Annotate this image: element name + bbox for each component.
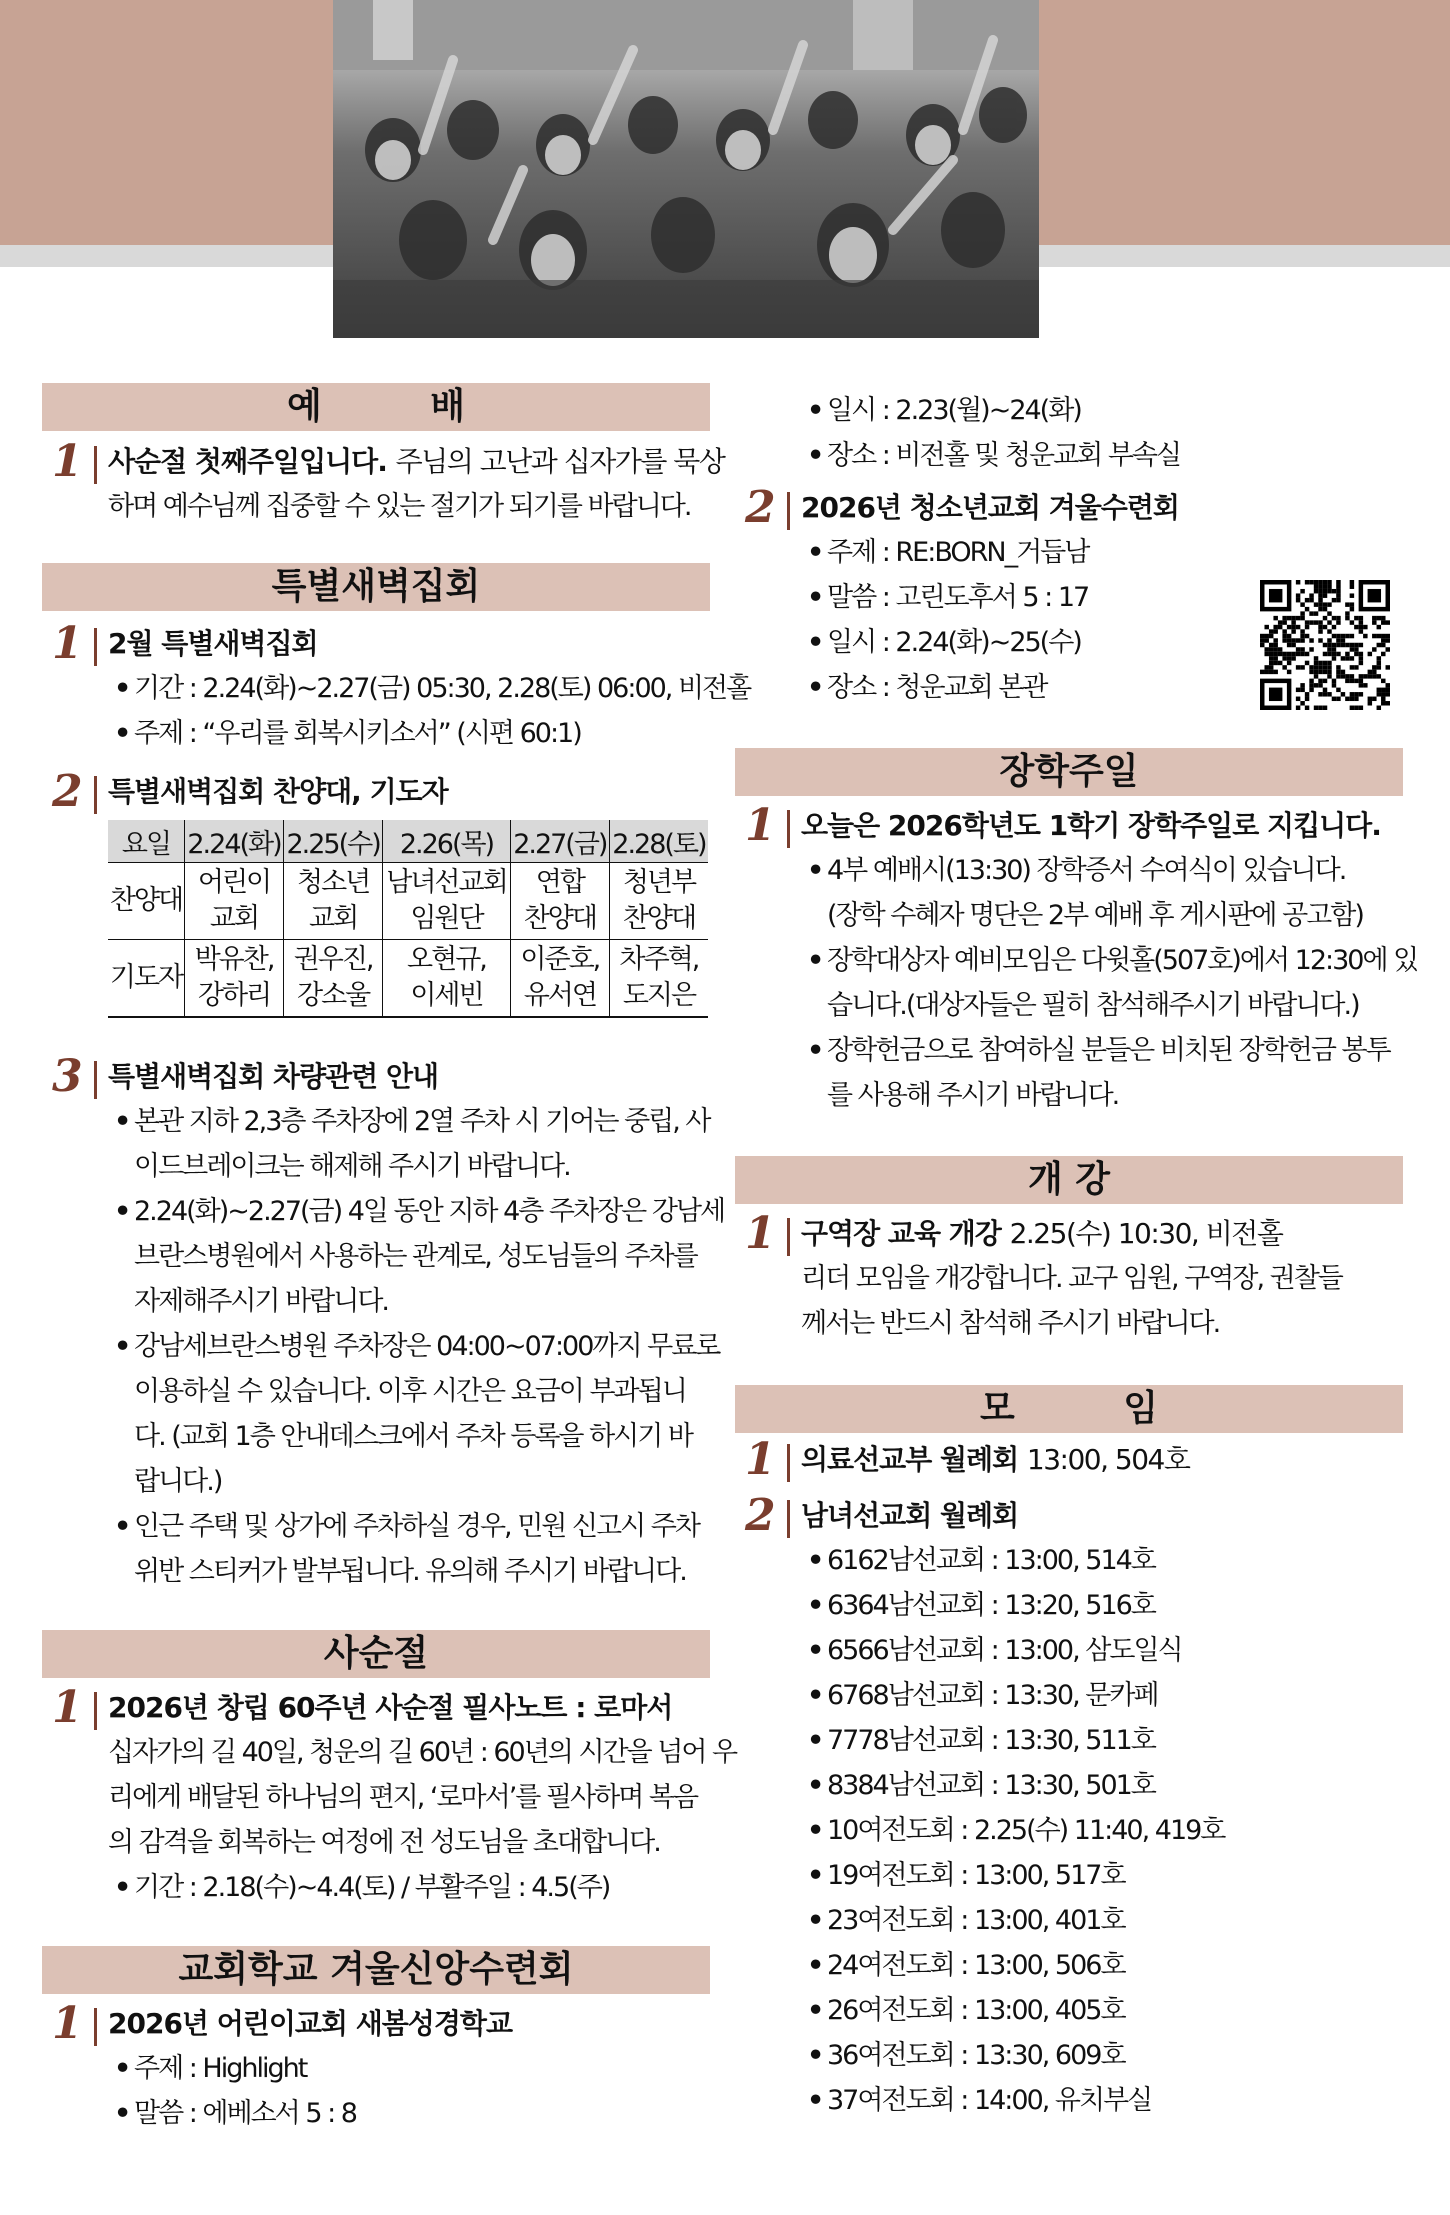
item-divider	[94, 446, 97, 484]
bullet-text: 장학대상자 예비모임은 다윗홀(507호)에서 12:30에 있	[827, 945, 1418, 976]
item-divider	[94, 2008, 97, 2046]
bullet-continuation: 습니다.(대상자들은 필히 참석해주시기 바랍니다.)	[827, 990, 1359, 1021]
table-cell	[383, 863, 511, 940]
bullet-text: 주제 : RE:BORN_거듭남	[827, 537, 1089, 568]
table-cell	[184, 940, 283, 1018]
section-header-opening: 개 강	[735, 1156, 1403, 1204]
cell-line: 청년부	[622, 867, 696, 898]
table-cell	[284, 940, 383, 1018]
item-divider	[94, 628, 97, 666]
cell-line: 이준호,	[520, 944, 600, 975]
cell-line: 청소년	[296, 867, 370, 898]
cell-line: 강소울	[296, 980, 370, 1011]
bullet-theme: • 주제 : RE:BORN_거듭남	[807, 537, 1089, 568]
item-text: 께서는 반드시 참석해 주시기 바랍니다.	[801, 1308, 1220, 1339]
cell-line: 도지은	[622, 980, 696, 1011]
bullet-text: 주제 : “우리를 회복시키소서” (시편 60:1)	[134, 718, 581, 749]
list-item: • 19여전도회 : 13:00, 517호	[807, 1860, 1125, 1891]
list-item: • 6364남선교회 : 13:20, 516호	[807, 1590, 1155, 1621]
item-divider	[787, 1444, 790, 1482]
bullet-text: 2.24(화)~2.27(금) 4일 동안 지하 4층 주차장은 강남세	[134, 1196, 725, 1227]
bullet-place: • 장소 : 비전홀 및 청운교회 부속실	[807, 440, 1181, 471]
list-item-text: 6768남선교회 : 13:30, 문카페	[827, 1680, 1158, 1711]
list-item: • 8384남선교회 : 13:30, 501호	[807, 1770, 1155, 1801]
bullet-text: 장소 : 청운교회 본관	[827, 672, 1047, 703]
item-title-bold: 의료선교부 월례회	[801, 1443, 1019, 1476]
row-label: 기도자	[108, 940, 184, 1018]
bullet-text: 말씀 : 고린도후서 5 : 17	[827, 582, 1089, 613]
cell-line: 오현규,	[407, 944, 486, 975]
item-title: 2026년 창립 60주년 사순절 필사노트 : 로마서	[108, 1691, 673, 1724]
item-divider	[94, 776, 97, 814]
item-title: 2월 특별새벽집회	[108, 627, 318, 660]
item-divider	[94, 1061, 97, 1099]
section-header-worship: 예 배	[42, 383, 710, 431]
bullet-nearby-parking: • 인근 주택 및 상가에 주차하실 경우, 민원 신고시 주차	[114, 1511, 699, 1542]
item-title-rest: 2.25(수) 10:30, 비전홀	[1009, 1217, 1283, 1250]
item-title-bold: 사순절 첫째주일입니다.	[108, 445, 387, 478]
item-text: 리더 모임을 개강합니다. 교구 임원, 구역장, 권찰들	[801, 1263, 1342, 1294]
list-item: • 6162남선교회 : 13:00, 514호	[807, 1545, 1155, 1576]
section-header-meetings: 모 임	[735, 1385, 1403, 1433]
list-item: • 7778남선교회 : 13:30, 511호	[807, 1725, 1155, 1756]
item-number: 1	[52, 1998, 83, 2049]
bullet-text: 일시 : 2.23(월)~24(화)	[827, 395, 1081, 426]
bullet-parking-b4: • 2.24(화)~2.27(금) 4일 동안 지하 4층 주차장은 강남세	[114, 1196, 725, 1227]
item-text: 십자가의 길 40일, 청운의 길 60년 : 60년의 시간을 넘어 우	[108, 1737, 737, 1768]
table-header-cell: 2.27(금)	[510, 820, 609, 863]
table-row-choir	[108, 863, 708, 940]
cell-line: 찬양대	[622, 903, 696, 934]
bullet-text: 기간 : 2.24(화)~2.27(금) 05:30, 2.28(토) 06:00, 비전홀	[134, 673, 751, 704]
bullet-ceremony: • 4부 예배시(13:30) 장학증서 수여식이 있습니다.	[807, 855, 1346, 886]
bullet-continuation: 위반 스티커가 발부됩니다. 유의해 주시기 바랍니다.	[134, 1556, 686, 1587]
list-item-text: 6364남선교회 : 13:20, 516호	[827, 1590, 1155, 1621]
bullet-continuation: 브란스병원에서 사용하는 관계로, 성도님들의 주차를	[134, 1241, 697, 1272]
item-title: 2026년 어린이교회 새봄성경학교	[108, 2007, 513, 2040]
list-item-text: 19여전도회 : 13:00, 517호	[827, 1860, 1125, 1891]
list-item-text: 23여전도회 : 13:00, 401호	[827, 1905, 1125, 1936]
item-title	[801, 1438, 1189, 1482]
item-number: 1	[52, 436, 83, 487]
item-title: 오늘은 2026학년도 1학기 장학주일로 지킵니다.	[801, 809, 1381, 842]
table-header-cell: 2.26(목)	[383, 820, 511, 863]
table-cell	[609, 863, 708, 940]
table-cell	[383, 940, 511, 1018]
bullet-continuation: 랍니다.)	[134, 1466, 222, 1497]
cell-line: 임원단	[410, 903, 483, 934]
section-header-lent: 사순절	[42, 1630, 710, 1678]
bullet-theme: • 주제 : “우리를 회복시키소서” (시편 60:1)	[114, 718, 581, 749]
bullet-period: • 기간 : 2.24(화)~2.27(금) 05:30, 2.28(토) 06:00, 비전홀	[114, 673, 751, 704]
cell-line: 어린이	[197, 867, 271, 898]
table-header-cell: 요일	[108, 820, 184, 863]
bullet-text: 장소 : 비전홀 및 청운교회 부속실	[827, 440, 1181, 471]
bullet-continuation: 다. (교회 1층 안내데스크에서 주차 등록을 하시기 바	[134, 1421, 693, 1452]
section-header-scholarship: 장학주일	[735, 748, 1403, 796]
list-item: • 36여전도회 : 13:30, 609호	[807, 2040, 1125, 2071]
item-text: 하며 예수님께 집중할 수 있는 절기가 되기를 바랍니다.	[108, 491, 691, 522]
item-number: 3	[52, 1051, 83, 1102]
item-divider	[94, 1692, 97, 1730]
cell-line: 강하리	[197, 980, 271, 1011]
item-text: 리에게 배달된 하나님의 편지, ‘로마서’를 필사하며 복음	[108, 1782, 698, 1813]
bullet-scripture: • 말씀 : 고린도후서 5 : 17	[807, 582, 1089, 613]
list-item: • 23여전도회 : 13:00, 401호	[807, 1905, 1125, 1936]
item-divider	[787, 492, 790, 530]
list-item-text: 24여전도회 : 13:00, 506호	[827, 1950, 1125, 1981]
table-header-cell: 2.28(토)	[609, 820, 708, 863]
item-title	[801, 1212, 1282, 1256]
item-title: 남녀선교회 월례회	[801, 1499, 1019, 1532]
bullet-continuation: 자제해주시기 바랍니다.	[134, 1286, 388, 1317]
schedule-table	[108, 820, 708, 1018]
bullet-continuation: 이드브레이크는 해제해 주시기 바랍니다.	[134, 1151, 570, 1182]
bullet-offering: • 장학헌금으로 참여하실 분들은 비치된 장학헌금 봉투	[807, 1035, 1390, 1066]
item-text: 의 감격을 회복하는 여정에 전 성도님을 초대합니다.	[108, 1827, 660, 1858]
bullet-text: 주제 : Highlight	[134, 2053, 307, 2084]
table-cell	[284, 863, 383, 940]
item-number: 1	[52, 1682, 83, 1733]
bullet-text: 기간 : 2.18(수)~4.4(토) / 부활주일 : 4.5(주)	[134, 1872, 610, 1903]
bullet-place: • 장소 : 청운교회 본관	[807, 672, 1047, 703]
list-item-text: 8384남선교회 : 13:30, 501호	[827, 1770, 1155, 1801]
item-number: 1	[745, 1208, 776, 1259]
item-title	[108, 440, 724, 484]
bullet-hospital-parking: • 강남세브란스병원 주차장은 04:00~07:00까지 무료로	[114, 1331, 720, 1362]
item-number: 2	[52, 766, 83, 817]
bullet-text: 말씀 : 에베소서 5 : 8	[134, 2098, 356, 2129]
cell-line: 교회	[309, 903, 358, 934]
item-title: 특별새벽집회 찬양대, 기도자	[108, 775, 448, 808]
cell-line: 박유찬,	[194, 944, 274, 975]
table-cell	[510, 863, 609, 940]
row-label: 찬양대	[108, 863, 184, 940]
list-item: • 10여전도회 : 2.25(수) 11:40, 419호	[807, 1815, 1225, 1846]
table-cell	[609, 940, 708, 1018]
item-divider	[787, 1218, 790, 1256]
bullet-text: 강남세브란스병원 주차장은 04:00~07:00까지 무료로	[134, 1331, 720, 1362]
item-number: 2	[745, 482, 776, 533]
bullet-period: • 기간 : 2.18(수)~4.4(토) / 부활주일 : 4.5(주)	[114, 1872, 610, 1903]
list-item: • 37여전도회 : 14:00, 유치부실	[807, 2085, 1152, 2116]
list-item-text: 26여전도회 : 13:00, 405호	[827, 1995, 1125, 2026]
list-item: • 24여전도회 : 13:00, 506호	[807, 1950, 1125, 1981]
table-row-prayer	[108, 940, 708, 1018]
bullet-text: 인근 주택 및 상가에 주차하실 경우, 민원 신고시 주차	[134, 1511, 699, 1542]
cell-line: 권우진,	[293, 944, 373, 975]
list-item-text: 36여전도회 : 13:30, 609호	[827, 2040, 1125, 2071]
cell-line: 연합	[535, 867, 584, 898]
item-divider	[787, 1500, 790, 1538]
list-item-text: 6162남선교회 : 13:00, 514호	[827, 1545, 1155, 1576]
table-header-cell: 2.25(수)	[284, 820, 383, 863]
list-item-text: 6566남선교회 : 13:00, 삼도일식	[827, 1635, 1182, 1666]
list-item-text: 7778남선교회 : 13:30, 511호	[827, 1725, 1155, 1756]
bullet-scripture: • 말씀 : 에베소서 5 : 8	[114, 2098, 356, 2129]
section-header-dawn: 특별새벽집회	[42, 563, 710, 611]
item-number: 1	[745, 1434, 776, 1485]
item-title-bold: 구역장 교육 개강	[801, 1217, 1001, 1250]
bullet-parking-gear: • 본관 지하 2,3층 주차장에 2열 주차 시 기어는 중립, 사	[114, 1106, 710, 1137]
table-header-cell: 2.24(화)	[184, 820, 283, 863]
bullet-date: • 일시 : 2.24(화)~25(수)	[807, 627, 1081, 658]
bullet-text: 일시 : 2.24(화)~25(수)	[827, 627, 1081, 658]
bullet-text: 4부 예배시(13:30) 장학증서 수여식이 있습니다.	[827, 855, 1346, 886]
list-item-text: 37여전도회 : 14:00, 유치부실	[827, 2085, 1152, 2116]
bullet-continuation: (장학 수혜자 명단은 2부 예배 후 게시판에 공고함)	[827, 900, 1363, 931]
section-header-school: 교회학교 겨울신앙수련회	[42, 1946, 710, 1994]
cell-line: 유서연	[523, 980, 596, 1011]
worship-photo	[333, 0, 1039, 338]
cell-line: 차주혁,	[619, 944, 699, 975]
item-number: 1	[745, 800, 776, 851]
bullet-prep-meeting: • 장학대상자 예비모임은 다윗홀(507호)에서 12:30에 있	[807, 945, 1418, 976]
qr-code-icon[interactable]	[1260, 580, 1390, 710]
bullet-continuation: 를 사용해 주시기 바랍니다.	[827, 1080, 1119, 1111]
list-item: • 6768남선교회 : 13:30, 문카페	[807, 1680, 1158, 1711]
bullet-date: • 일시 : 2.23(월)~24(화)	[807, 395, 1081, 426]
item-title-rest: 13:00, 504호	[1026, 1443, 1190, 1476]
cell-line: 교회	[209, 903, 259, 934]
bullet-text: 장학헌금으로 참여하실 분들은 비치된 장학헌금 봉투	[827, 1035, 1390, 1066]
list-item: • 26여전도회 : 13:00, 405호	[807, 1995, 1125, 2026]
bullet-continuation: 이용하실 수 있습니다. 이후 시간은 요금이 부과됩니	[134, 1376, 686, 1407]
item-number: 1	[52, 618, 83, 669]
cell-line: 찬양대	[523, 903, 596, 934]
table-cell	[184, 863, 283, 940]
table-cell	[510, 940, 609, 1018]
item-title-rest: 주님의 고난과 십자가를 묵상	[395, 445, 725, 478]
bullet-text: 본관 지하 2,3층 주차장에 2열 주차 시 기어는 중립, 사	[134, 1106, 710, 1137]
item-number: 2	[745, 1490, 776, 1541]
item-divider	[787, 810, 790, 848]
table-header-row	[108, 820, 708, 863]
item-title: 2026년 청소년교회 겨울수련회	[801, 491, 1179, 524]
list-item: • 6566남선교회 : 13:00, 삼도일식	[807, 1635, 1182, 1666]
item-title: 특별새벽집회 차량관련 안내	[108, 1060, 439, 1093]
cell-line: 이세빈	[410, 980, 483, 1011]
list-item-text: 10여전도회 : 2.25(수) 11:40, 419호	[827, 1815, 1225, 1846]
cell-line: 남녀선교회	[386, 867, 507, 898]
bullet-theme: • 주제 : Highlight	[114, 2053, 307, 2084]
